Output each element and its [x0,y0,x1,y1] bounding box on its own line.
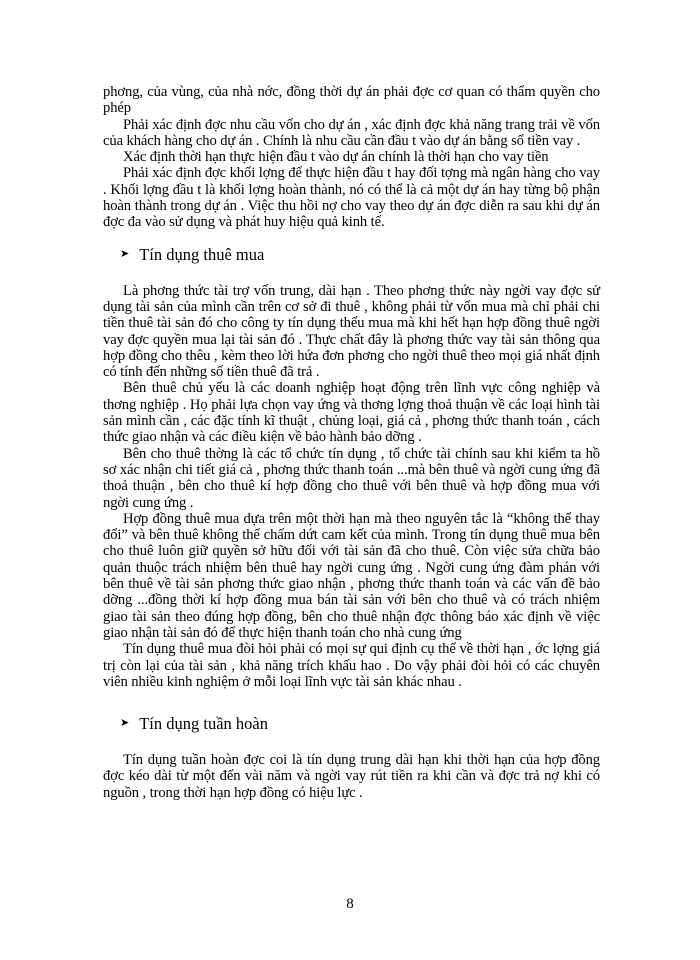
leasing-paragraph-2: Bên thuê chủ yếu là các doanh nghiệp hoạt động trên lĩnh vực công nghiệp và thơng nghiệp . Họ phải lựa chọn vay ứng và thơng lợng thoả thuận về các loại hình tài sản mình cần , các đặc tính kĩ thuật , chủng loại, giá cả , phơng thức thanh toán , cách thức giao nhận và các điều kiện về bảo hành bảo dỡng . [103,380,600,446]
intro-paragraph-3: Xác định thời hạn thực hiện đầu t vào dự án chính là thời hạn cho vay tiền [123,149,549,166]
page-number: 8 [346,896,354,912]
intro-paragraph-1: phơng, của vùng, của nhà nớc, đồng thời dự án phải đợc cơ quan có thẩm quyền cho phép [103,84,600,117]
arrowhead-icon: ➤ [120,246,130,260]
leasing-paragraph-3: Bên cho thuê thờng là các tổ chức tín dụng , tổ chức tài chính sau khi kiểm ta hồ sơ xác nhận chi tiết giá cả , phơng thức thanh toán ...mà bên thuê và ngời cung ứng đã thoả thuận , bên cho thuê kí hợp đồng cho thuê với bên thuê và hợp đồng mua với ngời cung ứng . [103,445,600,511]
leasing-paragraph-5: Tín dụng thuê mua đòi hỏi phải có mọi sự qui định cụ thể về thời hạn , ớc lợng giá trị còn lại của tài sản , khả năng trích khấu hao . Do vậy phải đòi hỏi có các chuyên viên nhiều kinh nghiệm ở mỗi loại lĩnh vực tài sản khác nhau . [103,641,600,690]
section-heading-revolving-credit [103,714,600,734]
section-heading-text: Tín dụng tuần hoàn [139,714,268,734]
leasing-paragraph-1: Là phơng thức tài trợ vốn trung, dài hạn . Theo phơng thức này ngời vay đợc sử dụng tài sản của mình cần trên cơ sở đi thuê , không phải từ vốn mua mà chỉ phải chi tiền thuê tài sản đó cho công ty tín dụng thếu mua mà khi hết hạn hợp đồng thuê ngời vay đợc quyền mua lại tài sản đó . Thực chất đây là phơng thức vay tài sản thông qua hợp đồng cho thêu , kèm theo lời hứa đơn phơng cho ngời thuê theo mọi giá nhất định có tính đến những số tiền thuê đã trả . [103,282,600,381]
section-heading-leasing-credit [103,245,600,265]
leasing-paragraph-4: Hợp đồng thuê mua dựa trên một thời hạn mà theo nguyên tắc là “không thể thay đổi” và bên thuê không thể chấm dứt cam kết của mình. Trong tín dụng thuê mua bên cho thuê luôn giữ quyền sở hữu đối với tài sản đã cho thuê. Còn việc sửa chữa bảo quản thuộc trách nhiệm bên thuê hay ngời cung ứng . Ngời cung ứng đàm phán với bên thuê về tài sản phơng thức giao nhận , phơng thức thanh toán và các vấn đề bảo dỡng ...đồng thời kí hợp đồng mua bán tài sản với bên cho thuê và có trách nhiệm giao tài sản theo đúng hợp đồng, bên cho thuê nhận đợc thông báo xác định về việc giao nhận tài sản đó để thực hiện thanh toán cho nhà cung ứng [103,510,600,641]
intro-paragraph-2: Phải xác định đợc nhu cầu vốn cho dự án , xác định đợc khả năng trang trải về vốn của khách hàng cho dự án . Chính là nhu cầu cần đầu t vào dự án bằng số tiền vay . [103,116,600,149]
revolving-paragraph-1: Tín dụng tuần hoàn đợc coi là tín dụng trung dài hạn khi thời hạn của hợp đồng đợc kéo dài từ một đến vài năm và ngời vay rút tiền ra khi cần và đợc trả nợ khi có nguồn , trong thời hạn hợp đồng có hiệu lực . [103,752,600,801]
intro-paragraph-4: Phải xác định đợc khối lợng để thực hiện đầu t hay đối tợng mà ngân hàng cho vay . Khối lợng đầu t là khối lợng hoàn thành, nó có thể là cả một dự án hay từng bộ phận hoàn thành trong dự án . Việc thu hồi nợ cho vay theo dự án đợc diễn ra sau khi dự án đợc đa vào sử dụng và phát huy hiệu quả kinh tế. [103,165,600,231]
arrowhead-icon: ➤ [120,716,130,730]
section-heading-text: Tín dụng thuê mua [139,244,265,264]
